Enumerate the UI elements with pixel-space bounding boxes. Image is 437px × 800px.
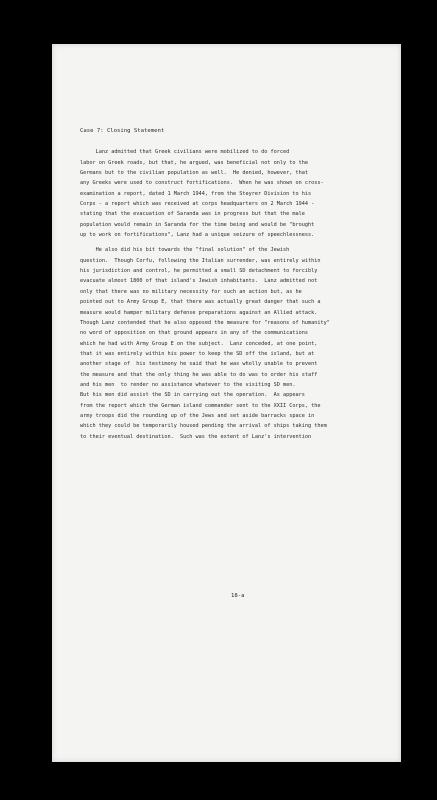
document-body <box>80 126 380 442</box>
text-line: examination a report, dated 1 March 1944, from the Steyrer Division to his <box>80 190 312 197</box>
text-line: his jurisdiction and control, he permitted a small SD detachment to forcibly <box>80 268 318 275</box>
text-line: Lanz admitted that Greek civilians were mobilized to do forced <box>80 149 290 156</box>
text-line: stating that the evacuation of Saranda was in progress but that the male <box>80 211 305 218</box>
page-number: 18-a <box>231 593 245 599</box>
document-heading: Case 7: Closing Statement <box>80 128 165 134</box>
text-line: any Greeks were used to construct fortifications. When he was shown on cross- <box>80 180 324 187</box>
paragraph-1 <box>80 147 380 240</box>
text-line: which they could be temporarily housed pending the arrival of ships taking them <box>80 423 327 430</box>
text-line: that it was entirely within his power to keep the SD off the island, but at <box>80 350 315 357</box>
text-line: and his men to render no assistance whatever to the visiting SD men. <box>80 381 296 388</box>
text-line: pointed out to Army Group E, that there was actually great danger that such a <box>80 299 321 306</box>
text-line: only that there was no military necessity for such an action but, as he <box>80 288 302 295</box>
text-line: measure would hamper military defense preparations against an Allied attack. <box>80 309 318 316</box>
text-line: Though Lanz contended that he also opposed the measure for "reasons of humanity" <box>80 319 330 326</box>
text-line: population would remain in Saranda for the time being and would be "brought <box>80 221 315 228</box>
text-line: army troops did the rounding up of the Jews and set aside barracks space in <box>80 412 315 419</box>
text-line: from the report which the German island commander sent to the XXII Corps, the <box>80 402 321 409</box>
text-line: up to work on fortifications", Lanz had a unique seizure of speechlessness. <box>80 232 315 239</box>
text-line: question. Though Corfu, following the Italian surrender, was entirely within <box>80 257 321 264</box>
text-line: the measure and that the only thing he was able to do was to order his staff <box>80 371 318 378</box>
text-line: to their eventual destination. Such was the extent of Lanz's intervention <box>80 433 312 440</box>
text-line: which he had with Army Group E on the subject. Lanz conceded, at one point, <box>80 340 318 347</box>
text-line: Germans but to the civilian population as well. He denied, however, that <box>80 170 308 177</box>
text-line: no word of opposition on that ground appears in any of the communications <box>80 330 308 337</box>
text-line: labor on Greek roads, but that, he argued, was beneficial not only to the <box>80 159 308 166</box>
text-line: He also did his bit towards the "final solution" of the Jewish <box>80 247 290 254</box>
text-line: Corps - a report which was received at corps headquarters on 2 March 1944 - <box>80 201 315 208</box>
text-line: evacuate almost 1800 of that island's Jewish inhabitants. Lanz admitted not <box>80 278 318 285</box>
text-line: another stage of his testimony he said that he was wholly unable to prevent <box>80 361 318 368</box>
text-line: But his men did assist the SD in carrying out the operation. As appears <box>80 392 305 399</box>
paragraph-2 <box>80 245 380 442</box>
